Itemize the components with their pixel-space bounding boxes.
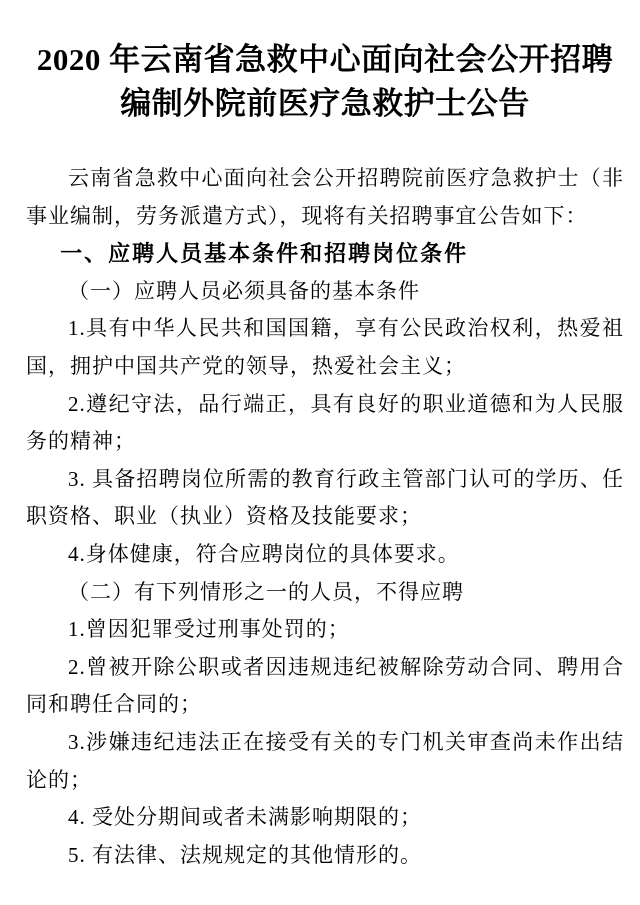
document-title-line-1: 2020 年云南省急救中心面向社会公开招聘 bbox=[36, 42, 614, 77]
basic-condition-item-4: 4.身体健康，符合应聘岗位的具体要求。 bbox=[68, 541, 460, 566]
exclusion-item-1: 1.曾因犯罪受过刑事处罚的； bbox=[68, 617, 350, 642]
exclusion-item-5: 5. 有法律、法规规定的其他情形的。 bbox=[68, 842, 422, 867]
subsection-1-heading: （一）应聘人员必须具备的基本条件 bbox=[68, 278, 420, 303]
exclusion-item-3: 3.涉嫌违纪违法正在接受有关的专门机关审查尚未作出结论的； bbox=[26, 729, 624, 792]
document-title-line-2: 编制外院前医疗急救护士公告 bbox=[120, 86, 530, 121]
document-title bbox=[26, 38, 624, 126]
basic-condition-item-3: 3. 具备招聘岗位所需的教育行政主管部门认可的学历、任职资格、职业（执业）资格及技能要求； bbox=[26, 466, 624, 529]
section-1-heading: 一、应聘人员基本条件和招聘岗位条件 bbox=[60, 241, 469, 267]
exclusion-item-2: 2.曾被开除公职或者因违规违纪被解除劳动合同、聘用合同和聘任合同的； bbox=[26, 654, 624, 717]
subsection-2-heading: （二）有下列情形之一的人员，不得应聘 bbox=[68, 579, 464, 604]
intro-paragraph: 云南省急救中心面向社会公开招聘院前医疗急救护士（非事业编制，劳务派遣方式），现将有关招聘事宜公告如下： bbox=[26, 166, 624, 228]
basic-condition-item-2: 2.遵纪守法，品行端正，具有良好的职业道德和为人民服务的精神； bbox=[26, 391, 624, 454]
basic-condition-item-1: 1.具有中华人民共和国国籍，享有公民政治权利，热爱祖国，拥护中国共产党的领导，热爱社会主义； bbox=[26, 316, 624, 378]
exclusion-item-4: 4. 受处分期间或者未满影响期限的； bbox=[68, 805, 422, 830]
